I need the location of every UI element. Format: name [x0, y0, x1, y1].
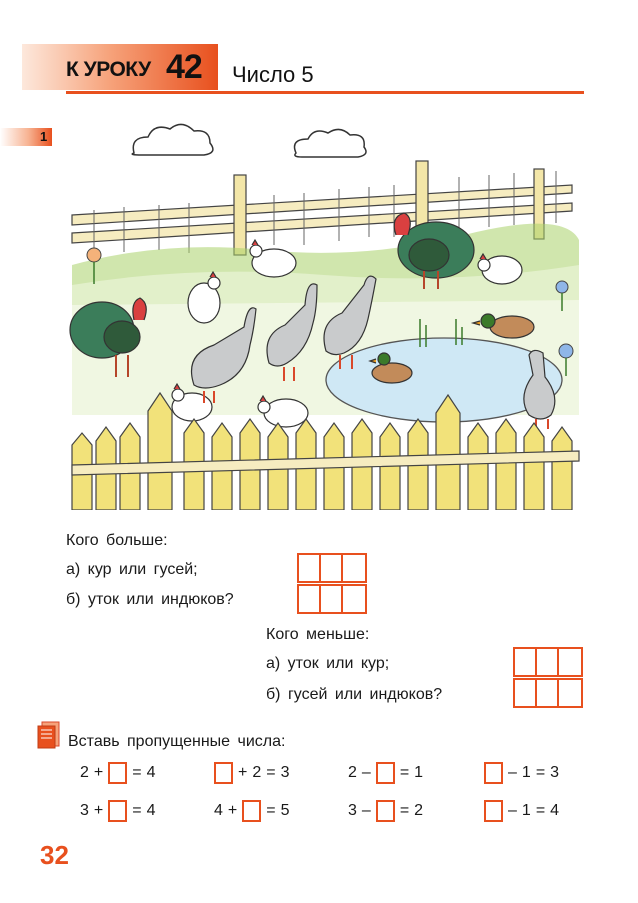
- operator: –: [508, 802, 517, 819]
- cloud-icon: [295, 129, 367, 157]
- answer-blank[interactable]: [376, 800, 395, 822]
- operator: =: [535, 764, 546, 781]
- lesson-number: 42: [166, 48, 202, 86]
- operator: +: [238, 764, 248, 781]
- answer-blank[interactable]: [484, 762, 503, 784]
- equation: [214, 762, 290, 784]
- equation: [348, 762, 423, 784]
- equation: [80, 762, 156, 784]
- answer-blank[interactable]: [108, 762, 127, 784]
- operator: –: [508, 764, 517, 781]
- answer-blank[interactable]: [484, 800, 503, 822]
- cloud-icon: [132, 124, 213, 155]
- operator: =: [132, 802, 142, 819]
- answer-blank[interactable]: [214, 762, 233, 784]
- number: 3: [280, 764, 290, 781]
- compare-box-more-b[interactable]: [297, 584, 367, 614]
- operator: =: [266, 802, 276, 819]
- answer-blank[interactable]: [108, 800, 127, 822]
- number: 2: [414, 802, 424, 819]
- compare-box-less-b[interactable]: [513, 678, 583, 708]
- number: 3: [550, 764, 560, 781]
- operator: +: [93, 764, 104, 781]
- less-option-b: б) гусей или индюков?: [266, 686, 443, 703]
- lesson-label: К УРОКУ: [66, 58, 151, 81]
- fill-instruction: Вставь пропущенные числа:: [68, 733, 286, 750]
- number: 3: [80, 802, 89, 819]
- more-option-b: б) уток или индюков?: [66, 591, 234, 608]
- number: 2: [348, 764, 357, 781]
- number: 4: [146, 764, 156, 781]
- equation: [348, 800, 423, 822]
- equation: [484, 800, 559, 822]
- number: 2: [80, 764, 89, 781]
- page-number: 32: [40, 840, 69, 870]
- compare-box-less-a[interactable]: [513, 647, 583, 677]
- lesson-title: Число 5: [232, 62, 314, 87]
- answer-blank[interactable]: [376, 762, 395, 784]
- book-icon: [36, 720, 62, 750]
- equation: [484, 762, 559, 784]
- operator: =: [535, 802, 546, 819]
- equation: [80, 800, 156, 822]
- answer-blank[interactable]: [242, 800, 261, 822]
- operator: –: [361, 802, 371, 819]
- number: 5: [280, 802, 290, 819]
- operator: –: [361, 764, 371, 781]
- equation: [214, 800, 290, 822]
- number: 4: [550, 802, 560, 819]
- farmyard-illustration: [64, 115, 592, 510]
- number: 1: [414, 764, 424, 781]
- operator: +: [93, 802, 104, 819]
- operator: =: [266, 764, 276, 781]
- number: 2: [252, 764, 262, 781]
- more-question: Кого больше:: [66, 532, 168, 549]
- operator: =: [399, 764, 410, 781]
- less-option-a: а) уток или кур;: [266, 655, 390, 672]
- number: 4: [146, 802, 156, 819]
- hen-icon: [250, 240, 296, 277]
- number: 1: [521, 802, 531, 819]
- operator: =: [399, 802, 410, 819]
- operator: +: [227, 802, 238, 819]
- more-option-a: а) кур или гусей;: [66, 561, 198, 578]
- header-rule: [66, 91, 584, 94]
- task-number: 1: [40, 129, 48, 144]
- number: 4: [214, 802, 223, 819]
- compare-box-more-a[interactable]: [297, 553, 367, 583]
- less-question: Кого меньше:: [266, 626, 370, 643]
- number: 1: [521, 764, 531, 781]
- operator: =: [132, 764, 142, 781]
- number: 3: [348, 802, 357, 819]
